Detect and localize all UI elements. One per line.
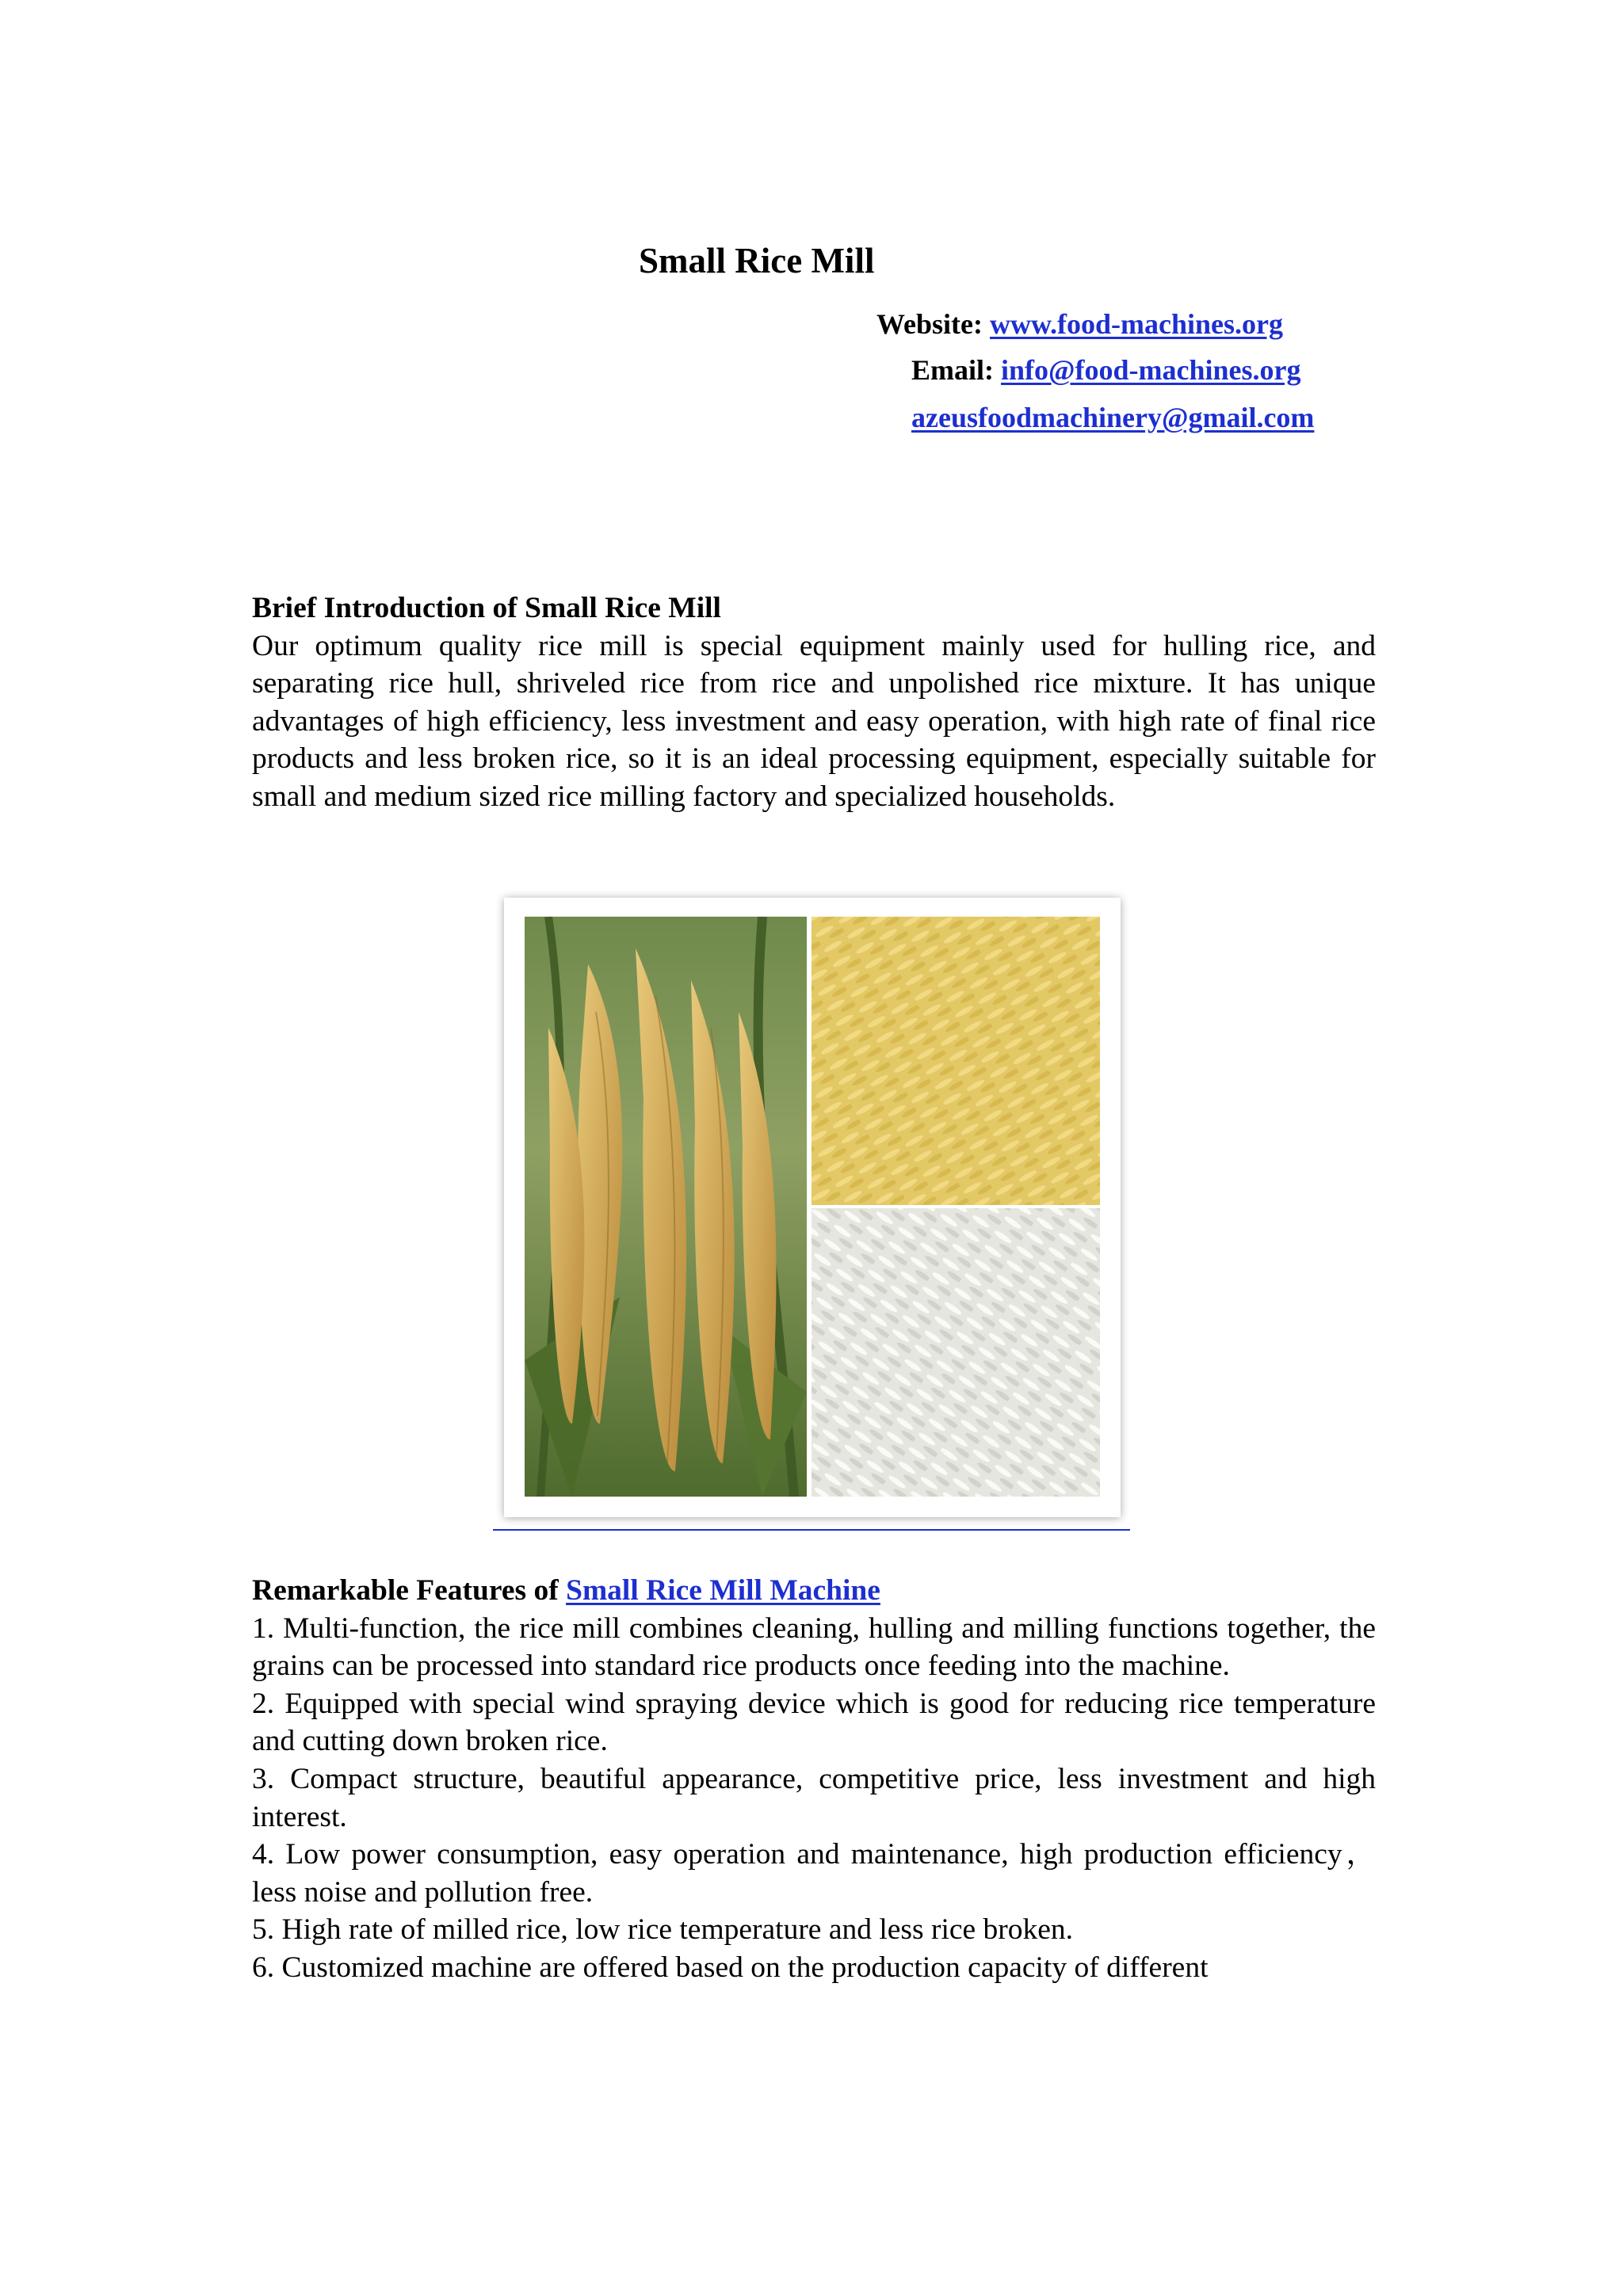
document-title: Small Rice Mill bbox=[639, 241, 875, 280]
website-label: Website bbox=[876, 308, 973, 340]
email-link-secondary[interactable]: azeusfoodmachinery@gmail.com bbox=[911, 402, 1315, 433]
feature-item: 2. Equipped with special wind spraying device which is good for reducing rice temperature and cutting down broken rice. bbox=[252, 1687, 1376, 1758]
features-list bbox=[252, 1610, 1376, 1987]
photo-link-underline bbox=[493, 1529, 1130, 1531]
features-heading bbox=[252, 1572, 1376, 1610]
website-line: Website: www.food-machines.org bbox=[876, 308, 1283, 340]
feature-item: 4. Low power consumption, easy operation and maintenance, high production efficiency， less noise and pollution free. bbox=[252, 1838, 1376, 1909]
small-rice-mill-machine-link[interactable]: Small Rice Mill Machine bbox=[566, 1574, 880, 1607]
rice-photo bbox=[504, 898, 1121, 1517]
intro-section bbox=[252, 589, 1376, 816]
feature-item: 1. Multi-function, the rice mill combines cleaning, hulling and milling functions together, the grains can be processed into standard rice products once feeding into the machine. bbox=[252, 1611, 1376, 1683]
email-line-secondary bbox=[911, 401, 1314, 435]
feature-item: 6. Customized machine are offered based on the production capacity of different bbox=[252, 1951, 1209, 1984]
rice-photo-image bbox=[525, 917, 1100, 1497]
website-link[interactable]: www.food-machines.org bbox=[990, 308, 1283, 340]
feature-item: 3. Compact structure, beautiful appearance, competitive price, less investment and high interest. bbox=[252, 1762, 1376, 1833]
email-label: Email bbox=[911, 354, 985, 386]
email-link-primary[interactable]: info@food-machines.org bbox=[1001, 354, 1301, 386]
feature-item: 5. High rate of milled rice, low rice temperature and less rice broken. bbox=[252, 1913, 1074, 1947]
features-section bbox=[252, 1572, 1376, 1987]
intro-paragraph: Our optimum quality rice mill is special equipment mainly used for hulling rice, and separating rice hull, shriveled rice from rice and unpolished rice mixture. It has unique advantages of high efficiency, less investment and easy operation, with high rate of final rice products and less broken rice, so it is an ideal processing equipment, especially suitable for small and medium sized rice milling factory and specialized households. bbox=[252, 629, 1376, 813]
email-line: Email: info@food-machines.org bbox=[911, 354, 1301, 386]
intro-heading: Brief Introduction of Small Rice Mill bbox=[252, 592, 721, 624]
features-heading-prefix: Remarkable Features of bbox=[252, 1574, 567, 1607]
